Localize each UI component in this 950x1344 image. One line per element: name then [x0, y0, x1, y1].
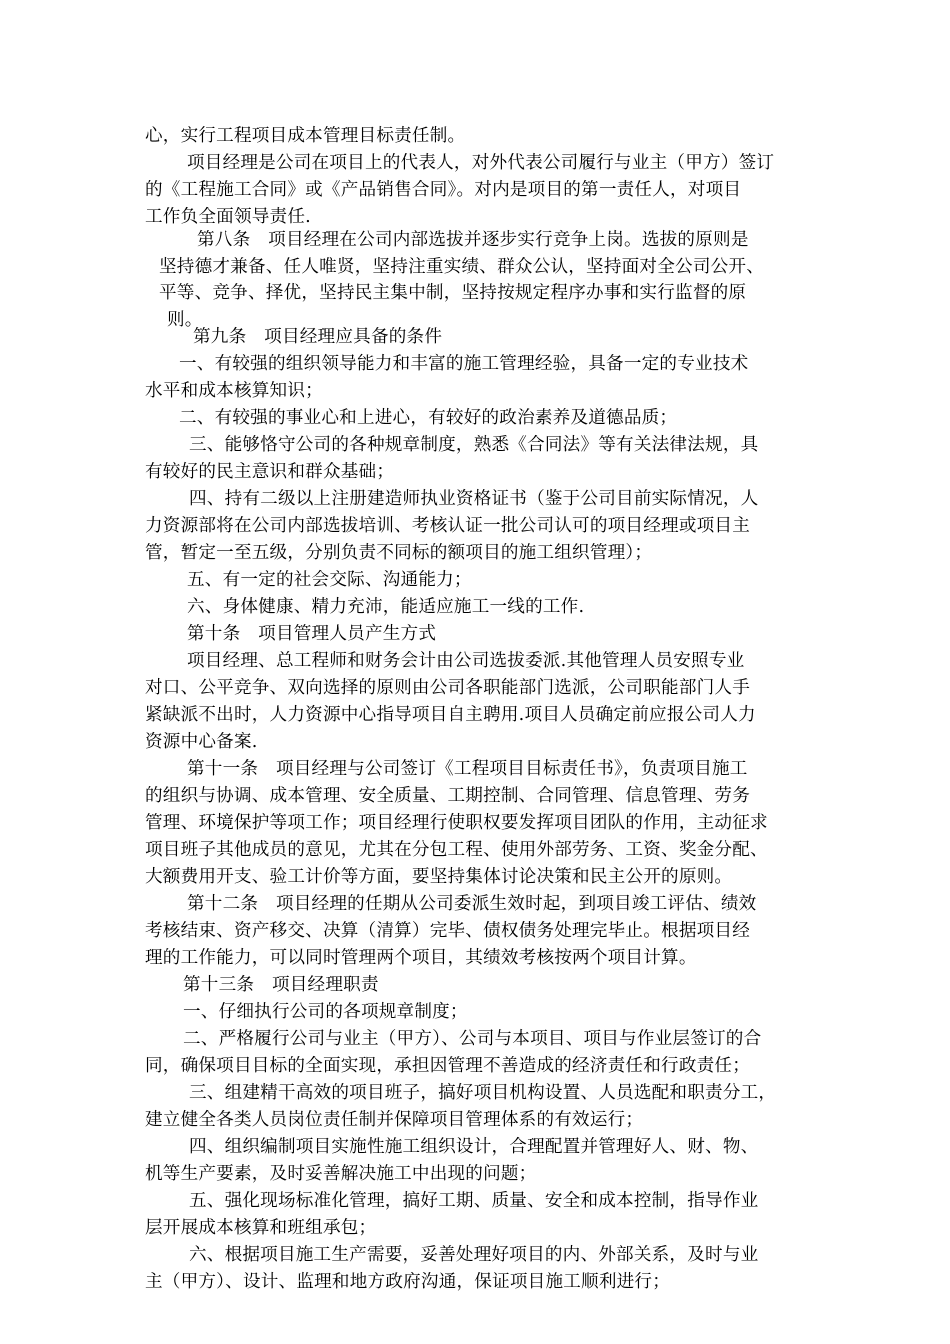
text-line: 机等生产要素，及时妥善解决施工中出现的问题；	[145, 1164, 537, 1184]
text-line: 五、有一定的社会交际、沟通能力；	[187, 570, 472, 590]
text-line: 管，暂定一至五级，分别负责不同标的额项目的施工组织管理）；	[145, 543, 653, 563]
text-line: 一、仔细执行公司的各项规章制度；	[183, 1002, 468, 1022]
text-line: 层开展成本核算和班组承包；	[145, 1218, 377, 1238]
text-line: 理的工作能力，可以同时管理两个项目，其绩效考核按两个项目计算。	[145, 948, 697, 968]
text-line: 有较好的民主意识和群众基础；	[145, 462, 395, 482]
text-line: 则。	[167, 309, 203, 330]
article-heading-line: 第十二条 项目经理的任期从公司委派生效时起，到项目竣工评估、绩效	[187, 894, 757, 914]
text-line: 主（甲方）、设计、监理和地方政府沟通，保证项目施工顺利进行；	[145, 1272, 671, 1292]
article-heading: 第九条 项目经理应具备的条件	[193, 327, 443, 347]
article-heading: 第十三条 项目经理职责	[183, 975, 379, 995]
article-8	[145, 227, 815, 333]
text-line: 四、持有二级以上注册建造师执业资格证书（鉴于公司目前实际情况，人	[189, 489, 759, 509]
text-line: 对口、公平竞争、双向选择的原则由公司各职能部门选派，公司职能部门人手	[145, 678, 750, 698]
text-line: 资源中心备案.	[145, 732, 258, 752]
text-line: 建立健全各类人员岗位责任制并保障项目管理体系的有效运行；	[145, 1110, 644, 1130]
text-line: 平等、竞争、择优，坚持民主集中制，坚持按规定程序办事和实行监督的原	[159, 283, 747, 303]
text-line: 二、严格履行公司与业主（甲方）、公司与本项目、项目与作业层签订的合	[183, 1029, 762, 1049]
text-line: 力资源部将在公司内部选拔培训、考核认证一批公司认可的项目经理或项目主	[145, 516, 750, 536]
text-line: 项目经理是公司在项目上的代表人，对外代表公司履行与业主（甲方）签订	[187, 153, 775, 173]
text-line: 项目经理、总工程师和财务会计由公司选拔委派.其他管理人员安照专业	[187, 651, 745, 671]
text-line: 工作负全面领导责任.	[145, 207, 311, 227]
text-line: 六、身体健康、精力充沛，能适应施工一线的工作.	[187, 597, 585, 617]
text-line: 心，实行工程项目成本管理目标责任制。	[145, 126, 466, 146]
text-line: 同，确保项目目标的全面实现，承担因管理不善造成的经济责任和行政责任；	[145, 1056, 750, 1076]
text-line: 坚持德才兼备、任人唯贤，坚持注重实绩、群众公认，坚持面对全公司公开、	[159, 256, 764, 277]
text-line: 六、根据项目施工生产需要，妥善处理好项目的内、外部关系，及时与业	[189, 1245, 759, 1265]
text-line: 的组织与协调、成本管理、安全质量、工期控制、合同管理、信息管理、劳务	[145, 786, 750, 806]
article-heading-line: 第八条 项目经理在公司内部选拔并逐步实行竞争上岗。选拔的原则是	[197, 230, 749, 250]
articles-9-to-13	[145, 324, 815, 1296]
text-line: 二、有较强的事业心和上进心，有较好的政治素养及道德品质；	[179, 408, 678, 428]
text-line: 大额费用开支、验工计价等方面，要坚持集体讨论决策和民主公开的原则。	[145, 867, 733, 887]
text-line: 项目班子其他成员的意见，尤其在分包工程、使用外部劳务、工资、奖金分配、	[145, 840, 768, 860]
text-line: 三、组建精干高效的项目班子，搞好项目机构设置、人员选配和职责分工，	[189, 1083, 777, 1103]
text-line: 五、强化现场标准化管理，搞好工期、质量、安全和成本控制，指导作业	[189, 1191, 759, 1211]
article-heading: 第十条 项目管理人员产生方式	[187, 624, 437, 644]
text-line: 考核结束、资产移交、决算（清算）完毕、债权债务处理完毕止。根据项目经	[145, 921, 750, 941]
text-line: 的《工程施工合同》或《产品销售合同》。对内是项目的第一责任人，对项目	[145, 180, 742, 200]
text-line: 紧缺派不出时，人力资源中心指导项目自主聘用.项目人员确定前应报公司人力	[145, 705, 756, 725]
article-heading-line: 第十一条 项目经理与公司签订《工程项目目标责任书》，负责项目施工	[187, 759, 748, 779]
text-line: 四、组织编制项目实施性施工组织设计，合理配置并管理好人、财、物、	[189, 1137, 759, 1157]
text-line: 管理、环境保护等项工作；项目经理行使职权要发挥项目团队的作用，主动征求	[145, 813, 768, 833]
text-line: 三、能够恪守公司的各种规章制度，熟悉《合同法》等有关法律法规，具	[189, 435, 759, 455]
text-line: 一、有较强的组织领导能力和丰富的施工管理经验，具备一定的专业技术	[179, 354, 749, 374]
text-line: 水平和成本核算知识；	[145, 381, 323, 401]
paragraph-project-manager-role	[145, 123, 815, 231]
